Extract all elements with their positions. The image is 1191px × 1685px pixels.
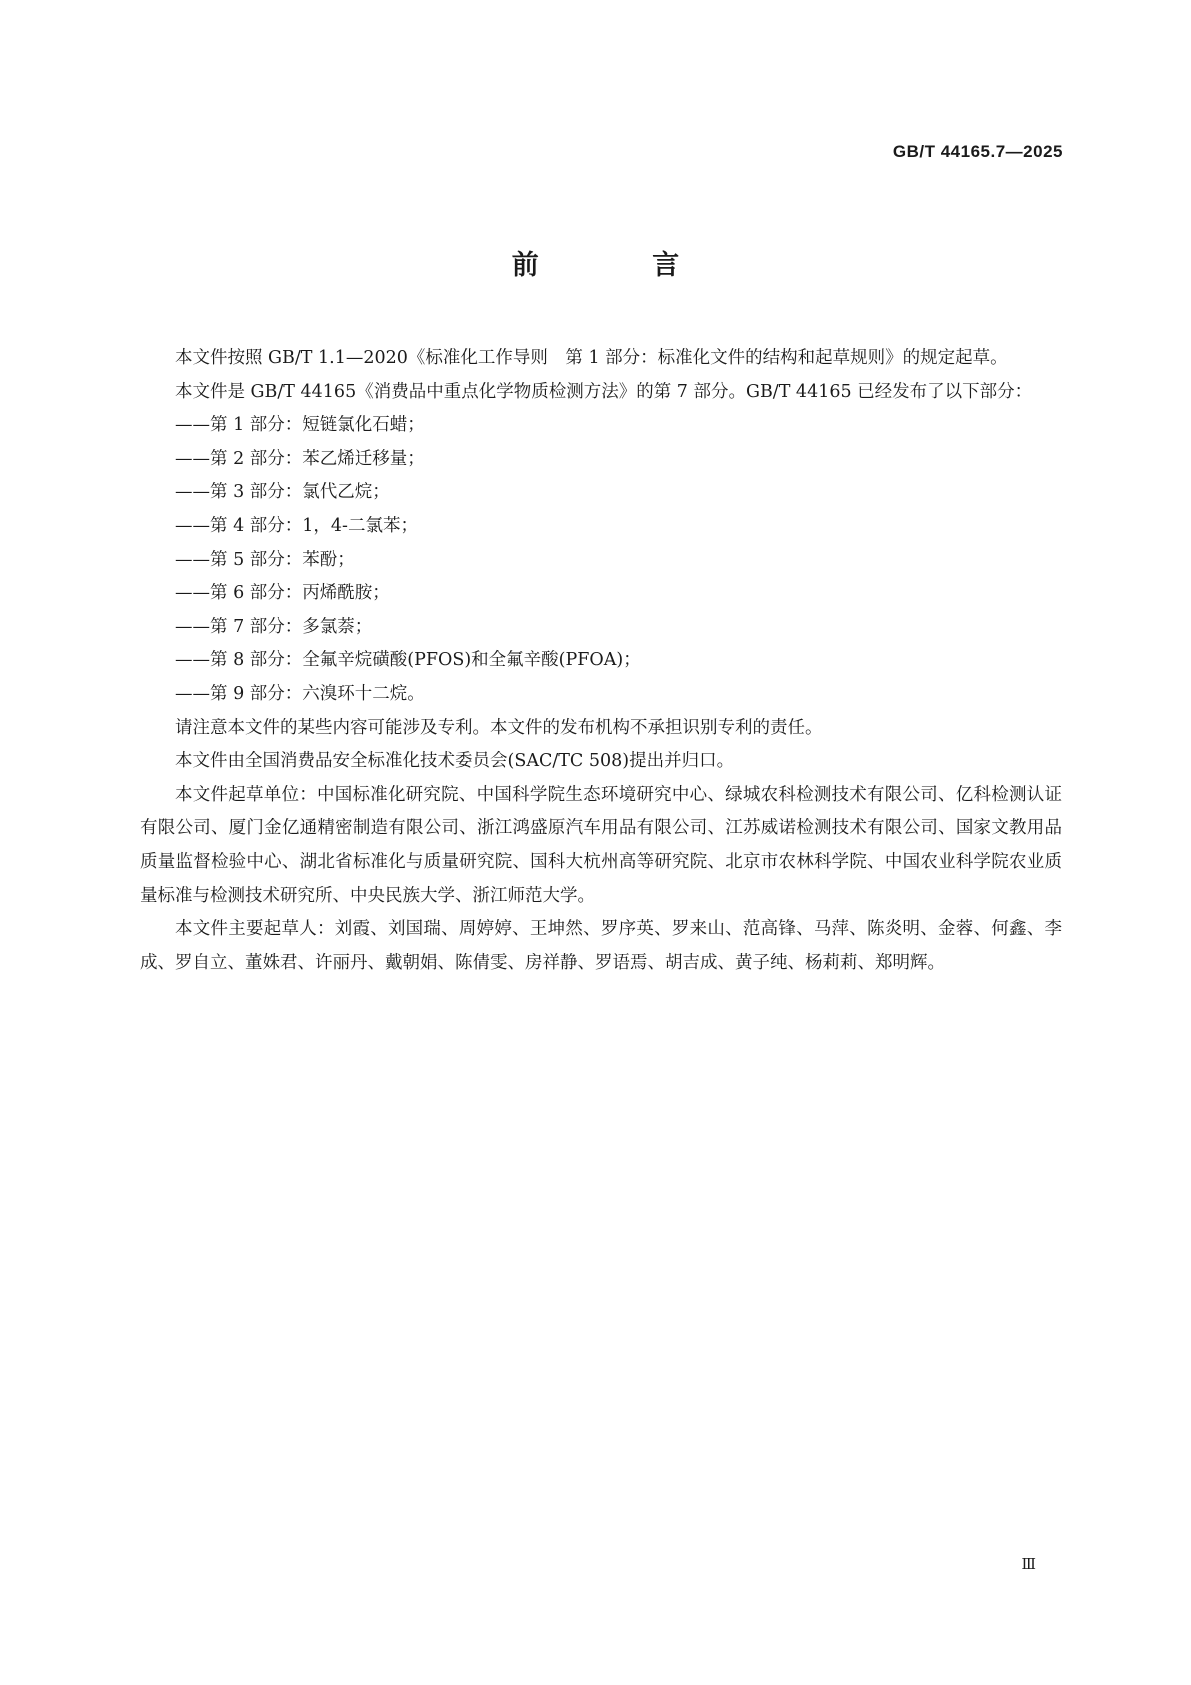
paragraph-drafting-rules: 本文件按照 GB/T 1.1—2020《标准化工作导则 第 1 部分：标准化文件的结构和起草规则》的规定起草。 — [175, 348, 1008, 368]
list-item: ——第 6 部分：丙烯酰胺； — [175, 583, 390, 604]
list-item: ——第 4 部分：1，4-二氯苯； — [175, 515, 418, 536]
list-item: ——第 1 部分：短链氯化石蜡； — [175, 415, 425, 436]
list-item: ——第 8 部分：全氟辛烷磺酸(PFOS)和全氟辛酸(PFOA)； — [175, 650, 641, 671]
paragraph-patent-notice: 请注意本文件的某些内容可能涉及专利。本文件的发布机构不承担识别专利的责任。 — [175, 717, 823, 738]
list-item: ——第 7 部分：多氯萘； — [175, 616, 373, 637]
list-item: ——第 3 部分：氯代乙烷； — [175, 482, 390, 503]
list-item: ——第 2 部分：苯乙烯迁移量； — [175, 448, 425, 469]
list-item: ——第 9 部分：六溴环十二烷。 — [175, 683, 425, 704]
foreword-content — [140, 342, 1062, 980]
paragraph-drafters: 本文件主要起草人：刘霞、刘国瑞、周婷婷、王坤然、罗序英、罗来山、范高锋、马萍、陈炎明、金蓉、何鑫、李成、罗自立、董姝君、许丽丹、戴朝娟、陈倩雯、房祥静、罗语焉、胡吉成、黄子纯、杨莉莉、郑明辉。 — [140, 919, 1062, 973]
list-item: ——第 5 部分：苯酚； — [175, 549, 355, 570]
parts-list — [140, 409, 1062, 711]
page-title: 前 言 — [511, 250, 732, 281]
paragraph-drafting-units: 本文件起草单位：中国标准化研究院、中国科学院生态环境研究中心、绿城农科检测技术有限公司、亿科检测认证有限公司、厦门金亿通精密制造有限公司、浙江鸿盛原汽车用品有限公司、江苏威诺检测技术有限公司、国家文教用品质量监督检验中心、湖北省标准化与质量研究院、国科大杭州高等研究院、北京市农林科学院、中国农业科学院农业质量标准与检测技术研究所、中央民族大学、浙江师范大学。 — [140, 784, 1062, 906]
paragraph-series-intro: 本文件是 GB/T 44165《消费品中重点化学物质检测方法》的第 7 部分。GB/T 44165 已经发布了以下部分： — [175, 381, 1033, 402]
standard-number: GB/T 44165.7—2025 — [892, 142, 1063, 161]
paragraph-proposer: 本文件由全国消费品安全标准化技术委员会(SAC/TC 508)提出并归口。 — [175, 751, 735, 772]
page-number: Ⅲ — [1021, 1555, 1036, 1573]
